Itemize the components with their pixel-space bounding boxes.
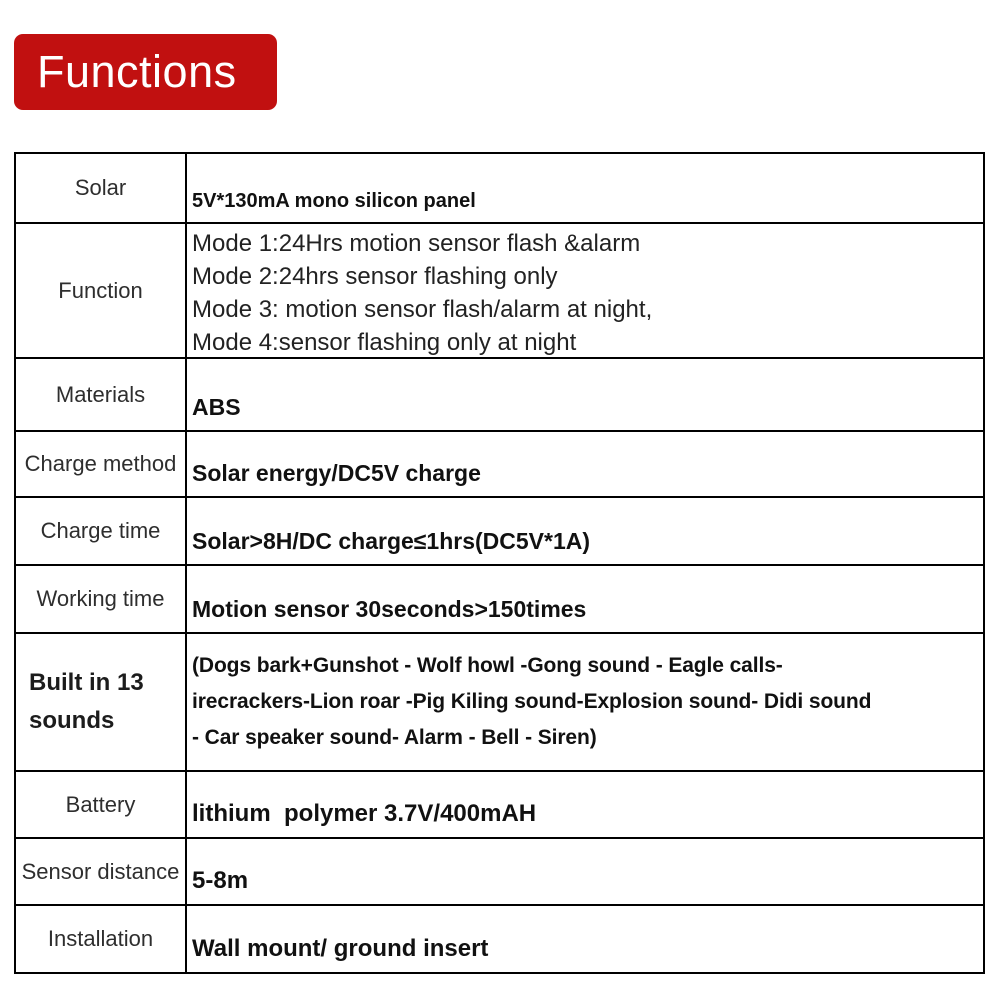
table-row-materials xyxy=(16,359,983,432)
table-row-battery xyxy=(16,772,983,839)
value-line: Mode 1:24Hrs motion sensor flash &alarm xyxy=(192,230,641,257)
value-line: Motion sensor 30seconds>150times xyxy=(192,596,587,622)
value-line: Wall mount/ ground insert xyxy=(192,935,489,962)
row-label-sensor-distance: Sensor distance xyxy=(16,839,187,904)
row-value-materials xyxy=(187,359,983,430)
table-row-charge-time xyxy=(16,498,983,566)
row-value-charge-time xyxy=(187,498,983,564)
value-line: Mode 4:sensor flashing only at night xyxy=(192,329,577,356)
functions-header-title: Functions xyxy=(37,46,237,97)
row-label-installation: Installation xyxy=(16,906,187,972)
value-line: Mode 3: motion sensor flash/alarm at night, xyxy=(192,296,653,323)
row-label-materials: Materials xyxy=(16,359,187,430)
value-line: Solar>8H/DC charge≤1hrs(DC5V*1A) xyxy=(192,528,591,554)
row-label-charge-time: Charge time xyxy=(16,498,187,564)
table-row-working-time xyxy=(16,566,983,634)
table-row-solar xyxy=(16,154,983,224)
value-line: Mode 2:24hrs sensor flashing only xyxy=(192,263,558,290)
row-value-solar xyxy=(187,154,983,222)
row-label-built-in-sounds: Built in 13 sounds xyxy=(16,634,187,770)
value-line: irecrackers-Lion roar -Pig Kiling sound-Explosion sound- Didi sound xyxy=(192,690,872,713)
table-row-charge-method xyxy=(16,432,983,498)
row-value-charge-method xyxy=(187,432,983,496)
row-label-working-time: Working time xyxy=(16,566,187,632)
value-line: 5V*130mA mono silicon panel xyxy=(192,190,476,212)
row-label-function: Function xyxy=(16,224,187,357)
row-label-charge-method: Charge method xyxy=(16,432,187,496)
functions-header-badge xyxy=(14,34,277,110)
row-value-built-in-sounds xyxy=(187,634,983,770)
spec-table xyxy=(14,152,985,974)
value-line: - Car speaker sound- Alarm - Bell - Siren) xyxy=(192,726,597,749)
row-label-solar: Solar xyxy=(16,154,187,222)
table-row-installation xyxy=(16,906,983,972)
value-line: ABS xyxy=(192,394,241,420)
row-value-battery xyxy=(187,772,983,837)
table-row-sensor-distance xyxy=(16,839,983,906)
row-label-battery: Battery xyxy=(16,772,187,837)
value-line: lithium polymer 3.7V/400mAH xyxy=(192,800,537,827)
value-line: Solar energy/DC5V charge xyxy=(192,460,481,486)
value-line: 5-8m xyxy=(192,867,249,894)
value-line: (Dogs bark+Gunshot - Wolf howl -Gong sound - Eagle calls- xyxy=(192,654,783,677)
row-value-installation xyxy=(187,906,983,972)
table-row-function xyxy=(16,224,983,359)
row-value-working-time xyxy=(187,566,983,632)
row-value-function xyxy=(187,224,983,357)
row-value-sensor-distance xyxy=(187,839,983,904)
table-row-built-in-sounds xyxy=(16,634,983,772)
